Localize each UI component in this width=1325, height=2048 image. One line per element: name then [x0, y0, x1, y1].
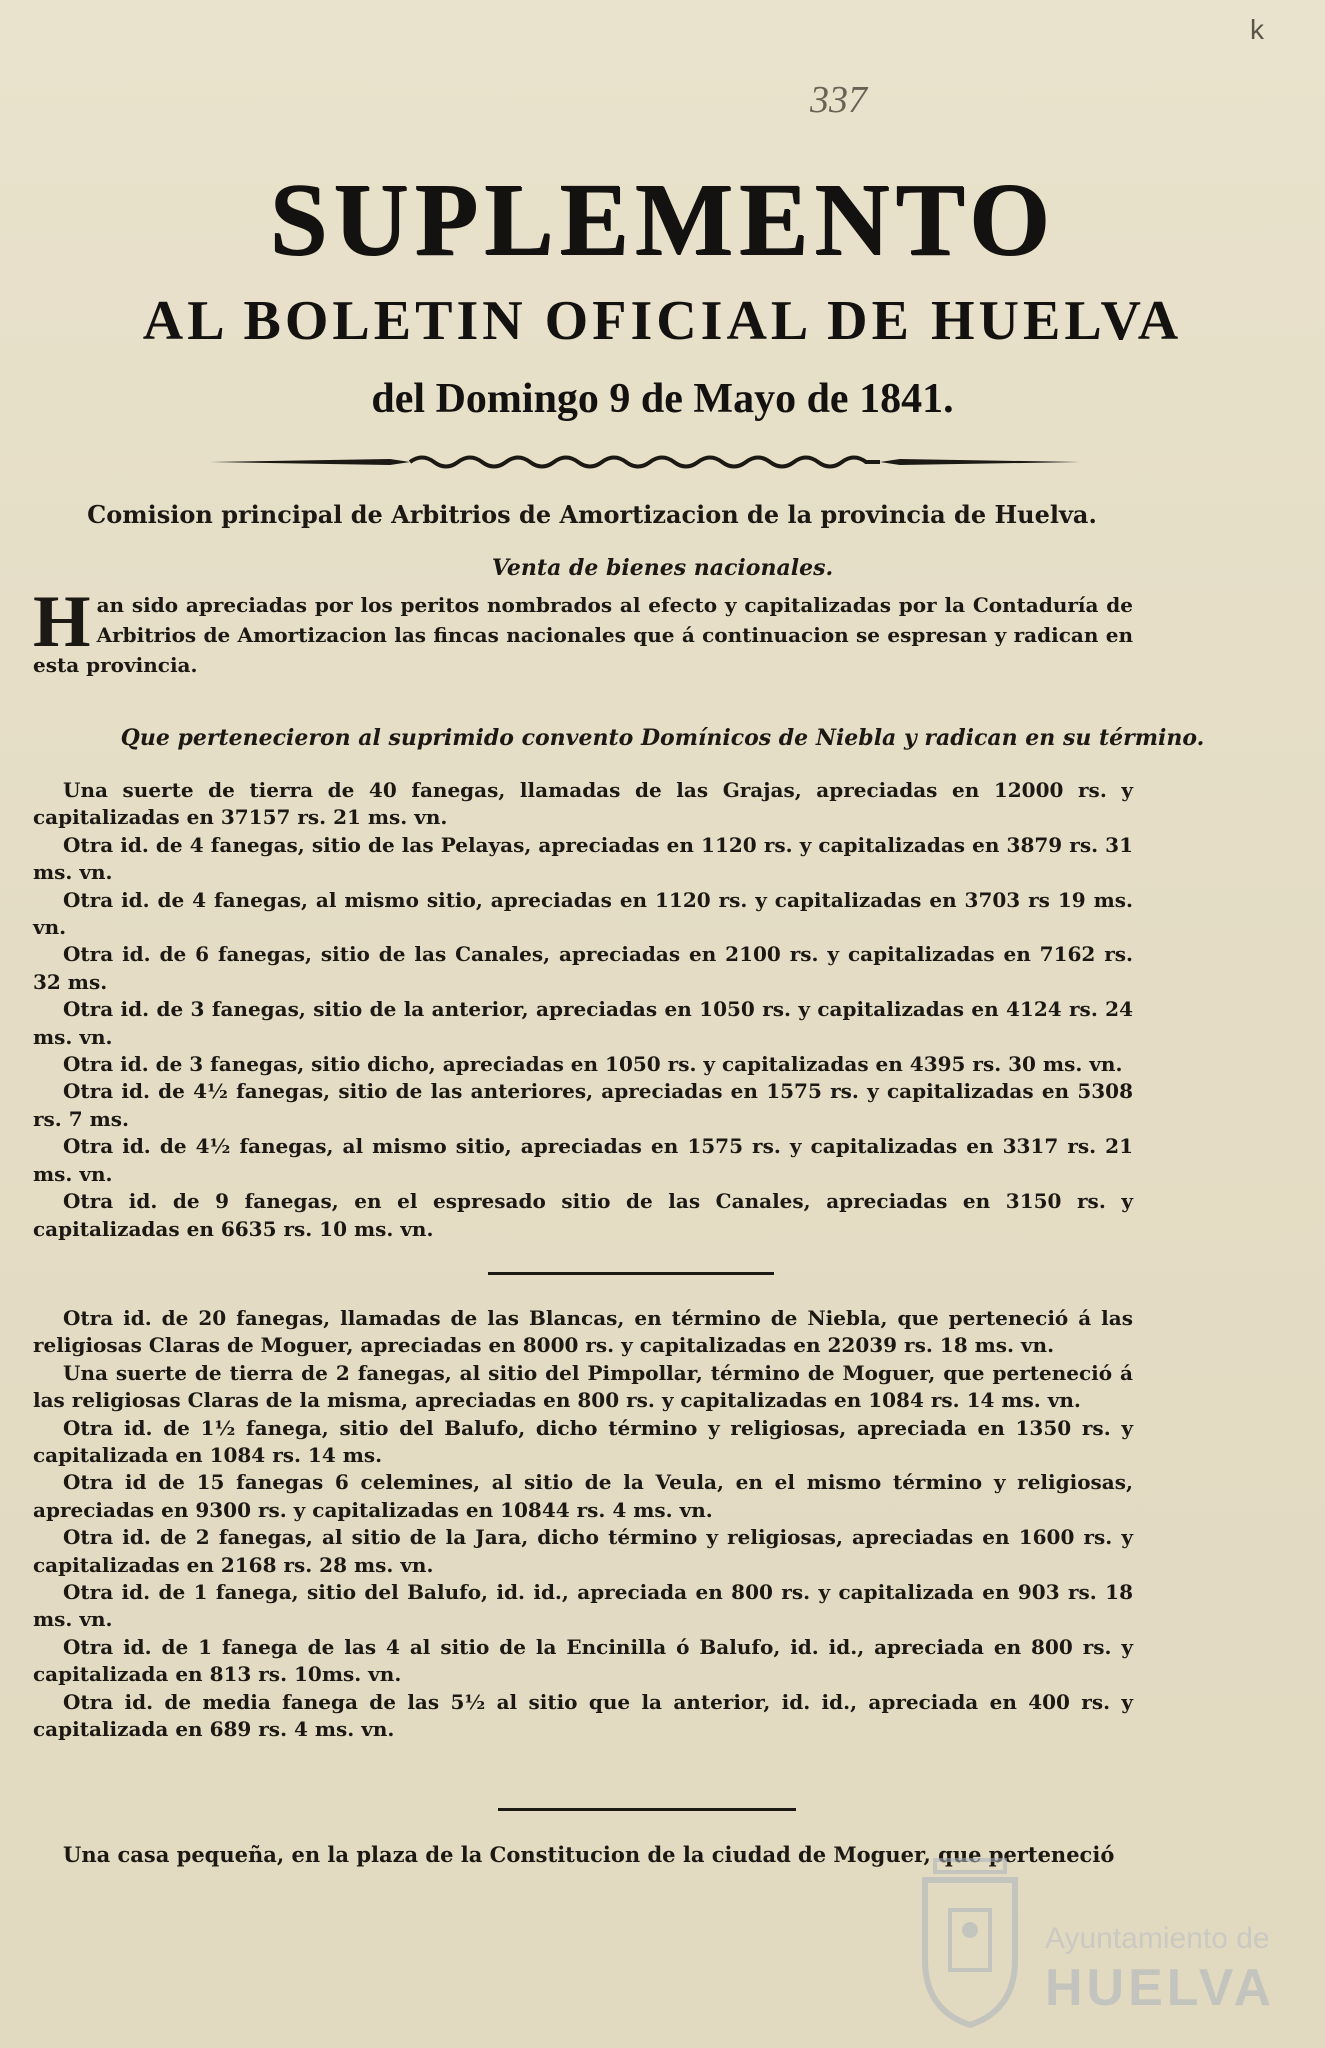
entry: Otra id. de 4 fanegas, sitio de las Pelayas, apreciadas en 1120 rs. y capitalizadas en 3879 rs. 31 ms. vn.	[33, 832, 1133, 885]
folio-number: 337	[810, 79, 867, 121]
shield-icon	[905, 1850, 1035, 2030]
entry: Otra id. de 4 fanegas, al mismo sitio, apreciadas en 1120 rs. y capitalizadas en 3703 rs 19 ms. vn.	[33, 887, 1133, 940]
section-heading: Venta de bienes nacionales.	[491, 555, 834, 581]
corner-mark: k	[1250, 14, 1264, 45]
entry: Otra id. de 3 fanegas, sitio dicho, apreciadas en 1050 rs. y capitalizadas en 4395 rs. 30 ms. vn.	[63, 1052, 1123, 1077]
entry: Una suerte de tierra de 2 fanegas, al sitio del Pimpollar, término de Moguer, que perteneció á las religiosas Claras de la misma, apreciadas en 800 rs. y capitalizadas en 1084 rs. 14 ms. vn.	[33, 1360, 1133, 1413]
entry: Otra id. de 2 fanegas, al sitio de la Jara, dicho término y religiosas, apreciadas en 1600 rs. y capitalizadas en 2168 rs. 28 ms. vn.	[33, 1525, 1133, 1577]
dateline: del Domingo 9 de Mayo de 1841.	[371, 376, 954, 422]
entry: Otra id. de 9 fanegas, en el espresado sitio de las Canales, apreciadas en 3150 rs. y capitalizadas en 6635 rs. 10 ms. vn.	[33, 1189, 1133, 1241]
last-entry: Una casa pequeña, en la plaza de la Constitucion de la ciudad de Moguer, que perteneció	[63, 1842, 1115, 1867]
entry: Otra id. de 4½ fanegas, sitio de las anteriores, apreciadas en 1575 rs. y capitalizadas en 5308 rs. 7 ms.	[33, 1079, 1133, 1131]
entry: Otra id. de media fanega de las 5½ al sitio que la anterior, id. id., apreciada en 400 rs. y capitalizada en 689 rs. 4 ms. vn.	[33, 1689, 1133, 1742]
archive-watermark	[905, 1850, 1305, 2030]
section-divider	[488, 1272, 774, 1275]
ornamental-rule	[210, 451, 1080, 473]
entry: Otra id. de 20 fanegas, llamadas de las Blancas, en término de Niebla, que perteneció á las religiosas Claras de Moguer, apreciadas en 8000 rs. y capitalizadas en 22039 rs. 18 ms. vn.	[33, 1306, 1133, 1358]
entry: Otra id de 15 fanegas 6 celemines, al sitio de la Veula, en el mismo término y religiosas, apreciadas en 9300 rs. y capitalizadas en 10844 rs. 4 ms. vn.	[33, 1470, 1133, 1522]
document-subtitle: AL BOLETIN OFICIAL DE HUELVA	[142, 290, 1183, 352]
entry: Otra id. de 1 fanega, sitio del Balufo, id. id., apreciada en 800 rs. y capitalizada en 903 rs. 18 ms. vn.	[33, 1580, 1133, 1632]
drop-cap: H	[33, 581, 91, 663]
document-title: SUPLEMENTO	[269, 162, 1056, 277]
entry: Otra id. de 4½ fanegas, al mismo sitio, apreciadas en 1575 rs. y capitalizadas en 3317 rs. 21 ms. vn.	[33, 1134, 1133, 1186]
intro-text: an sido apreciadas por los peritos nombrados al efecto y capitalizadas por la Contaduría de Arbitrios de Amortizacion las fincas nacionales que á continuacion se espresan y radican en esta provincia.	[33, 593, 1133, 677]
subsection-heading: Que pertenecieron al suprimido convento Domínicos de Niebla y radican en su término.	[120, 725, 1205, 751]
entry: Otra id. de 1 fanega de las 4 al sitio de la Encinilla ó Balufo, id. id., apreciada en 800 rs. y capitalizada en 813 rs. 10ms. vn.	[33, 1634, 1133, 1687]
intro-paragraph	[33, 581, 1133, 680]
entry: Otra id. de 6 fanegas, sitio de las Canales, apreciadas en 2100 rs. y capitalizadas en 7162 rs. 32 ms.	[33, 942, 1133, 994]
section-divider	[498, 1808, 796, 1811]
watermark-line-1: Ayuntamiento de	[1045, 1922, 1270, 1955]
entries-group-1	[33, 777, 1133, 1243]
entry: Una suerte de tierra de 40 fanegas, llamadas de las Grajas, apreciadas en 12000 rs. y capitalizadas en 37157 rs. 21 ms. vn.	[33, 778, 1133, 830]
entries-group-2	[33, 1305, 1133, 1744]
entry: Otra id. de 1½ fanega, sitio del Balufo, dicho término y religiosas, apreciada en 1350 rs. y capitalizada en 1084 rs. 14 ms.	[33, 1415, 1133, 1468]
entry: Otra id. de 3 fanegas, sitio de la anterior, apreciadas en 1050 rs. y capitalizadas en 4124 rs. 24 ms. vn.	[33, 997, 1133, 1049]
watermark-line-2: HUELVA	[1045, 1959, 1276, 2017]
section-title: Comision principal de Arbitrios de Amortizacion de la provincia de Huelva.	[87, 500, 1097, 529]
